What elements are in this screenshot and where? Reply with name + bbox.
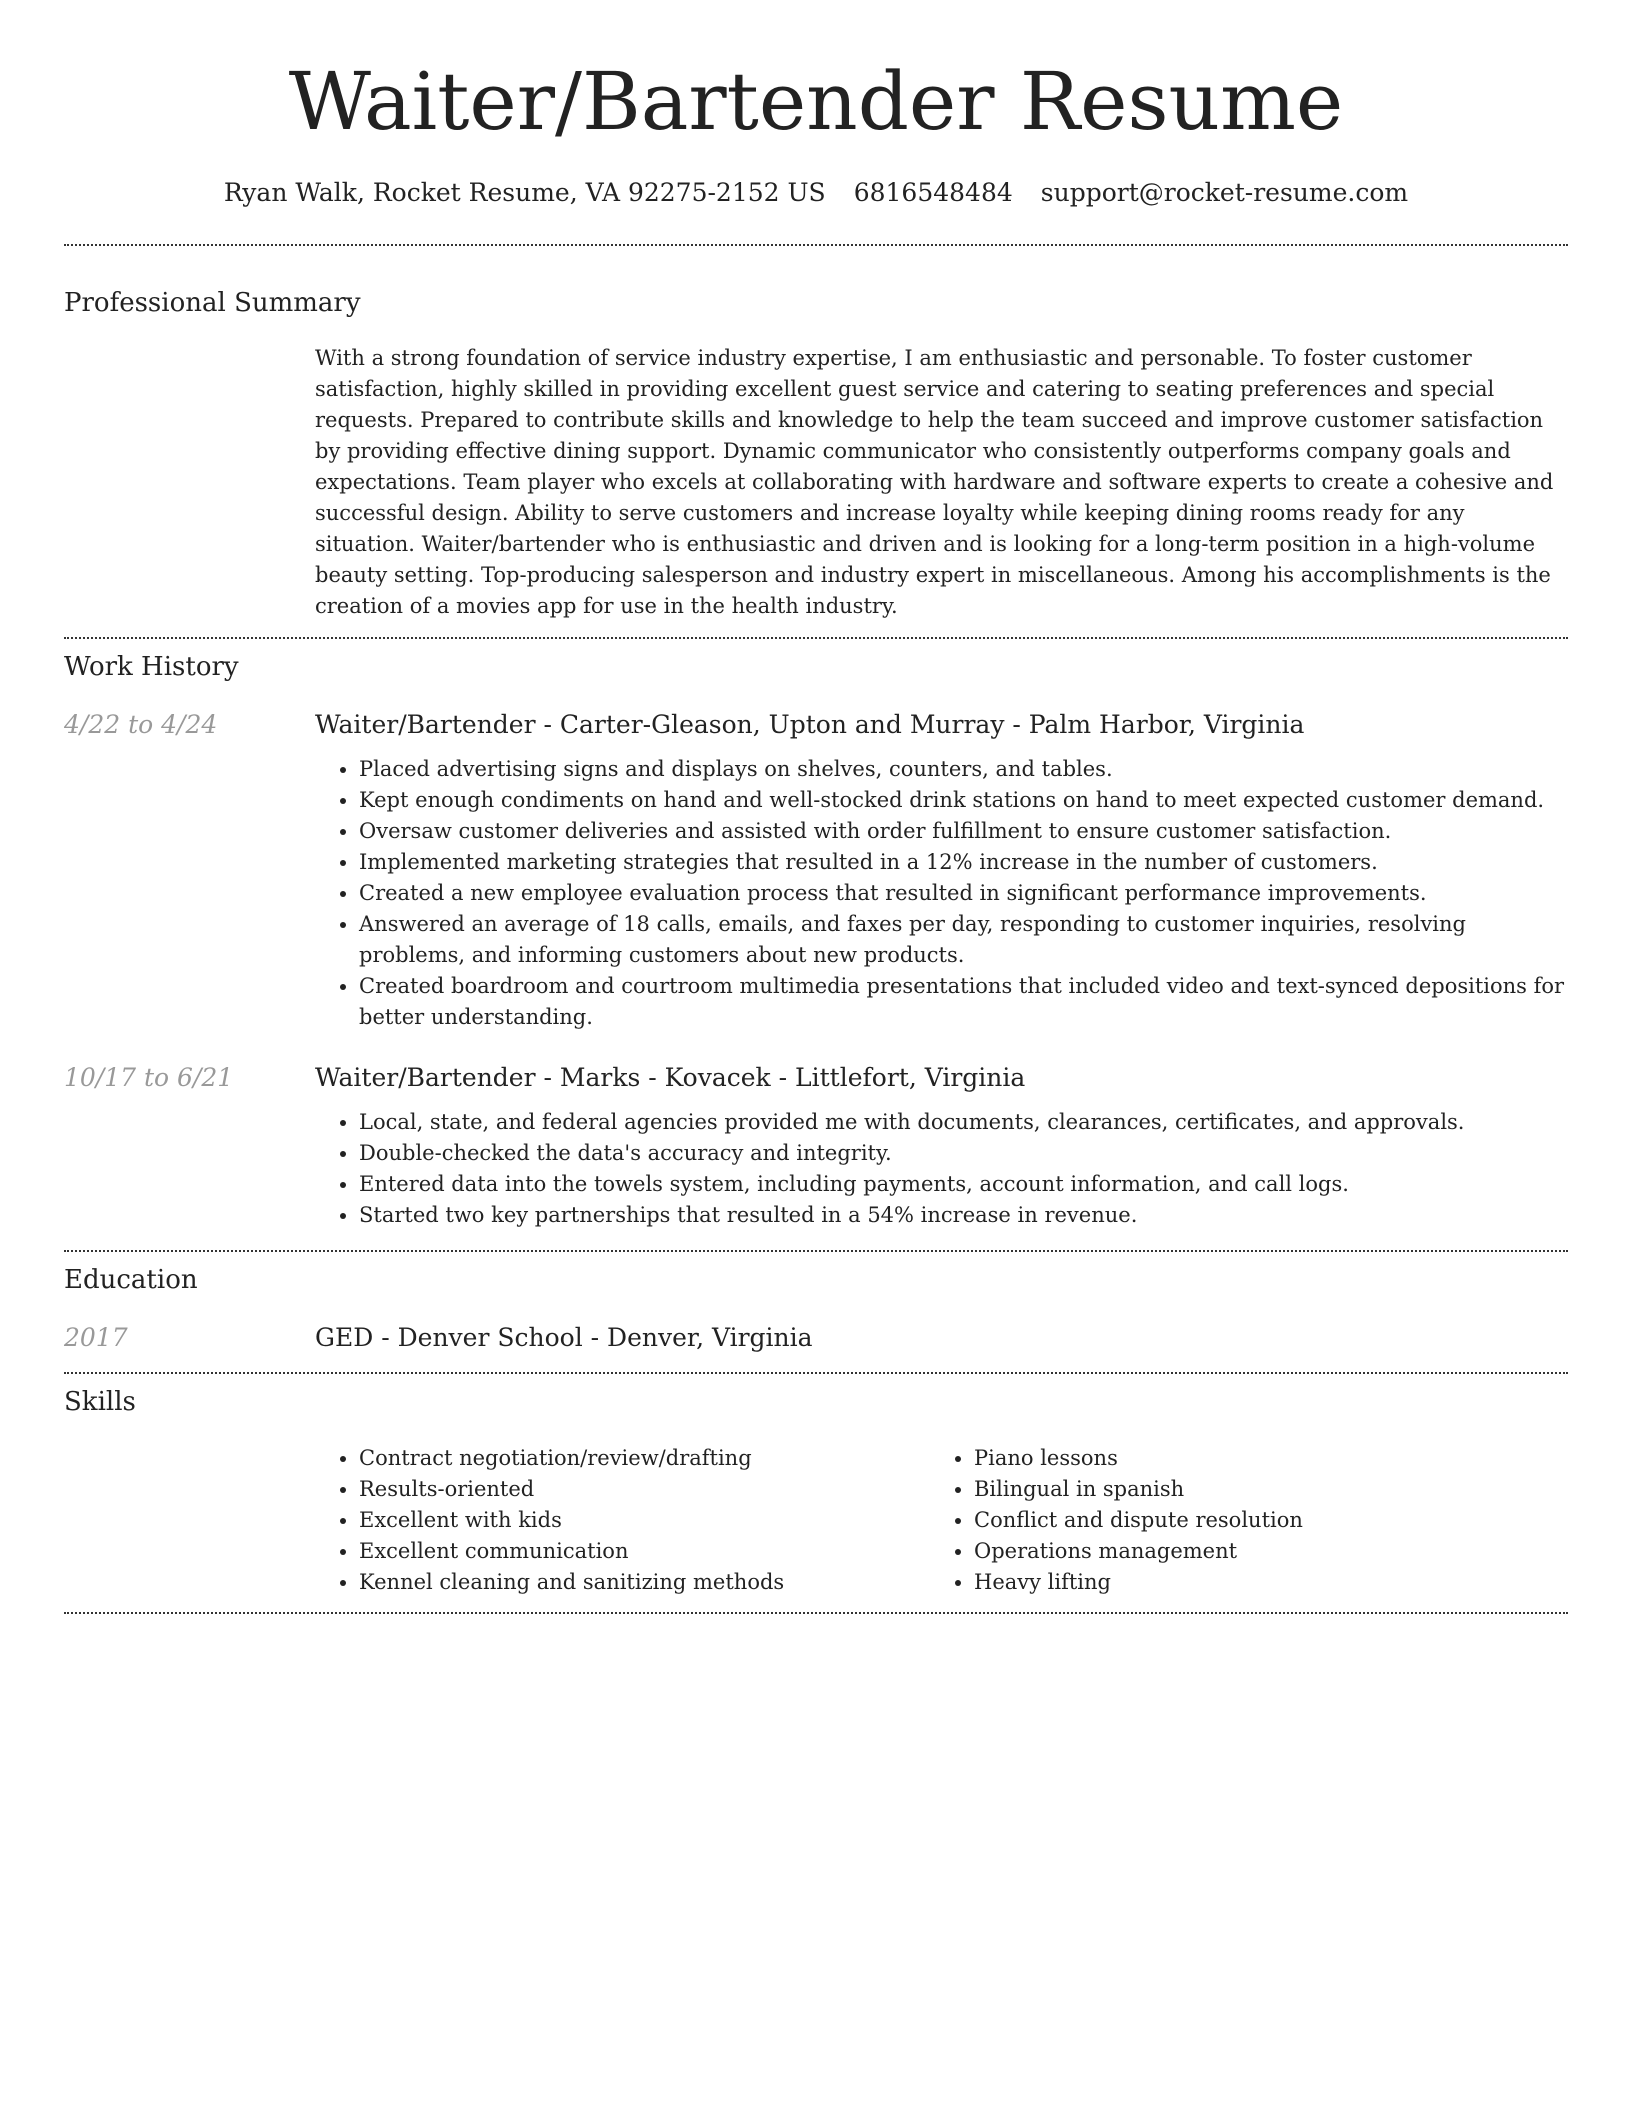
summary-text: With a strong foundation of service industry expertise, I am enthusiastic and personable. To foster customer satisfaction, highly skilled in providing excellent guest service and catering to seating preferences and special requests. Prepared to contribute skills and knowledge to help the team succeed and improve customer satisfaction by providing effective dining support. Dynamic communicator who consistently outperforms company goals and expectations. Team player who excels at collaborating with hardware and software experts to create a cohesive and successful design. Ability to serve customers and increase loyalty while keeping dining rooms ready for any situation. Waiter/bartender who is enthusiastic and driven and is looking for a long-term position in a high-volume beauty setting. Top-producing salesperson and industry expert in miscellaneous. Among his accomplishments is the creation of a movies app for use in the health industry.	[315, 346, 1554, 618]
list-item: • Contract negotiation/review/drafting	[359, 1443, 930, 1474]
list-item: • Results-oriented	[359, 1474, 930, 1505]
list-item: • Entered data into the towels system, including payments, account information, and call logs.	[359, 1169, 1568, 1200]
job-title: Waiter/Bartender - Carter-Gleason, Upton and Murray - Palm Harbor, Virginia	[315, 710, 1305, 739]
list-item: • Local, state, and federal agencies provided me with documents, clearances, certificates, and approvals.	[359, 1107, 1568, 1138]
list-item: • Conflict and dispute resolution	[974, 1505, 1545, 1536]
divider	[64, 637, 1568, 639]
job-bullets	[315, 1107, 1568, 1231]
divider	[64, 1250, 1568, 1252]
job-entry	[64, 1061, 1568, 1231]
divider	[64, 244, 1568, 246]
list-item: • Excellent communication	[359, 1536, 930, 1567]
section-heading-work-history: Work History	[64, 652, 239, 682]
skills-column-right	[930, 1443, 1545, 1598]
list-item: • Kennel cleaning and sanitizing methods	[359, 1567, 930, 1598]
job-bullets	[315, 754, 1568, 1033]
divider	[64, 1612, 1568, 1614]
summary-section	[64, 286, 1568, 622]
work-history-section	[64, 650, 1568, 1231]
skills-section	[64, 1385, 1568, 1598]
contact-line	[64, 176, 1568, 210]
job-entry	[64, 708, 1568, 1033]
education-detail: GED - Denver School - Denver, Virginia	[315, 1323, 813, 1352]
list-item: • Heavy lifting	[974, 1567, 1545, 1598]
list-item: • Oversaw customer deliveries and assisted with order fulfillment to ensure customer satisfaction.	[359, 816, 1568, 847]
section-heading-skills: Skills	[64, 1387, 136, 1417]
contact-phone: 6816548484	[853, 178, 1013, 207]
resume-title: Waiter/Bartender Resume	[288, 55, 1344, 148]
list-item: • Operations management	[974, 1536, 1545, 1567]
list-item: • Answered an average of 18 calls, emails, and faxes per day, responding to customer inquiries, resolving problems, and informing customers about new products.	[359, 909, 1568, 971]
list-item: • Double-checked the data's accuracy and integrity.	[359, 1138, 1568, 1169]
job-dates: 4/22 to 4/24	[64, 710, 218, 739]
education-entry	[64, 1321, 1568, 1355]
education-section	[64, 1263, 1568, 1355]
job-dates: 10/17 to 6/21	[64, 1063, 234, 1092]
divider	[64, 1372, 1568, 1374]
skills-list	[315, 1443, 1568, 1598]
list-item: • Started two key partnerships that resulted in a 54% increase in revenue.	[359, 1200, 1568, 1231]
skills-column-left	[315, 1443, 930, 1598]
list-item: • Piano lessons	[974, 1443, 1545, 1474]
list-item: • Kept enough condiments on hand and well-stocked drink stations on hand to meet expected customer demand.	[359, 785, 1568, 816]
section-heading-education: Education	[64, 1265, 198, 1295]
education-year: 2017	[64, 1323, 128, 1352]
list-item: • Created boardroom and courtroom multimedia presentations that included video and text-synced depositions for better understanding.	[359, 971, 1568, 1033]
list-item: • Implemented marketing strategies that resulted in a 12% increase in the number of customers.	[359, 847, 1568, 878]
job-title: Waiter/Bartender - Marks - Kovacek - Littlefort, Virginia	[315, 1063, 1026, 1092]
list-item: • Created a new employee evaluation process that resulted in significant performance improvements.	[359, 878, 1568, 909]
list-item: • Excellent with kids	[359, 1505, 930, 1536]
section-heading-summary: Professional Summary	[64, 288, 361, 318]
contact-email: support@rocket-resume.com	[1040, 178, 1409, 207]
list-item: • Placed advertising signs and displays on shelves, counters, and tables.	[359, 754, 1568, 785]
contact-address: Ryan Walk, Rocket Resume, VA 92275-2152 US	[223, 178, 826, 207]
list-item: • Bilingual in spanish	[974, 1474, 1545, 1505]
